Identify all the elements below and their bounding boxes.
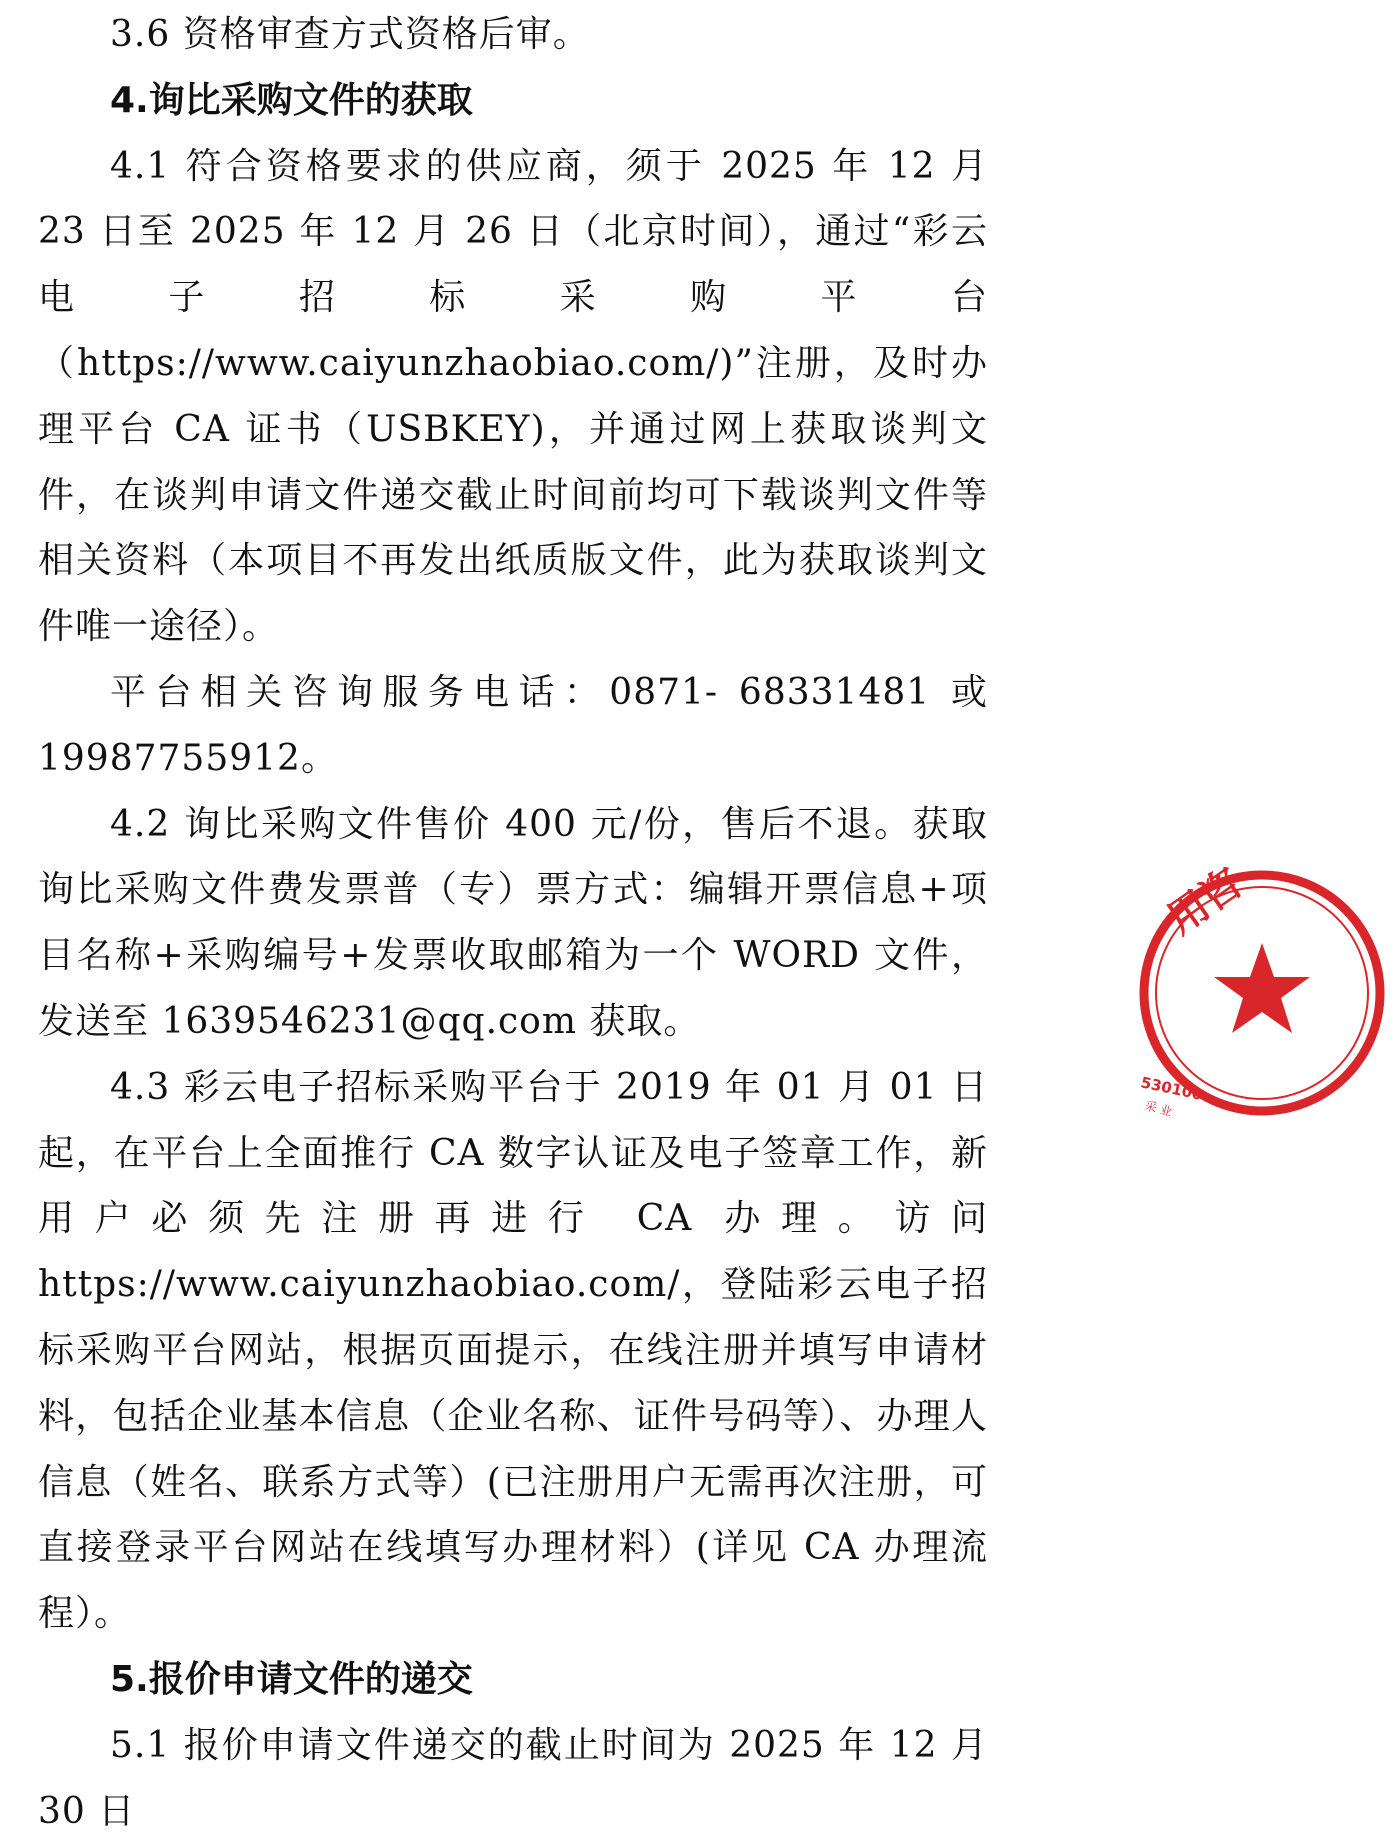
paragraph-4-3: 4.3 彩云电子招标采购平台于 2019 年 01 月 01 日起，在平台上全面推行 CA 数字认证及电子签章工作，新用户必须先注册再进行 CA 办理。访问 https://www.caiyunzhaobiao.com/，登陆彩云电子招标采购平台网站，根据页面提示，在线注册并填写申请材料，包括企业基本信息（企业名称、证件号码等）、办理人信息（姓名、联系方式等）(已注册用户无需再次注册，可直接登录平台网站在线填写办理材料）(详见 CA 办理流程）。	[38, 1066, 988, 1635]
svg-text:采 业: 采 业	[1143, 1098, 1174, 1120]
paragraph-phone-line1: 平台相关咨询服务电话：0871- 68331481 或	[110, 671, 988, 713]
paragraph-phone-line2: 19987755912。	[38, 737, 338, 779]
company-seal-stamp	[1134, 859, 1394, 1125]
heading-section-4: 4.询比采购文件的获取	[110, 79, 473, 121]
paragraph-4-2: 4.2 询比采购文件售价 400 元/份，售后不退。获取询比采购文件费发票普（专）票方式：编辑开票信息+项目名称+采购编号+发票收取邮箱为一个 WORD 文件，发送至 1639546231@qq.com 获取。	[38, 803, 988, 1042]
document-page	[38, 0, 988, 1844]
heading-section-5: 5.报价申请文件的递交	[110, 1658, 473, 1700]
svg-text:530100: 530100	[1139, 1073, 1205, 1104]
paragraph-3-6: 3.6 资格审查方式资格后审。	[110, 14, 590, 55]
paragraph-4-1: 4.1 符合资格要求的供应商，须于 2025 年 12 月 23 日至 2025 年 12 月 26 日（北京时间），通过“彩云电子招标采购平台（https://www.caiyunzhaobiao.com/)”注册，及时办理平台 CA 证书（USBKEY)，并通过网上获取谈判文件，在谈判申请文件递交截止时间前均可下载谈判文件等相关资料（本项目不再发出纸质版文件，此为获取谈判文件唯一途径）。	[38, 145, 988, 648]
paragraph-5-1: 5.1 报价申请文件递交的截止时间为 2025 年 12 月 30 日	[38, 1724, 988, 1832]
svg-text:用咨: 用咨	[1159, 859, 1252, 944]
